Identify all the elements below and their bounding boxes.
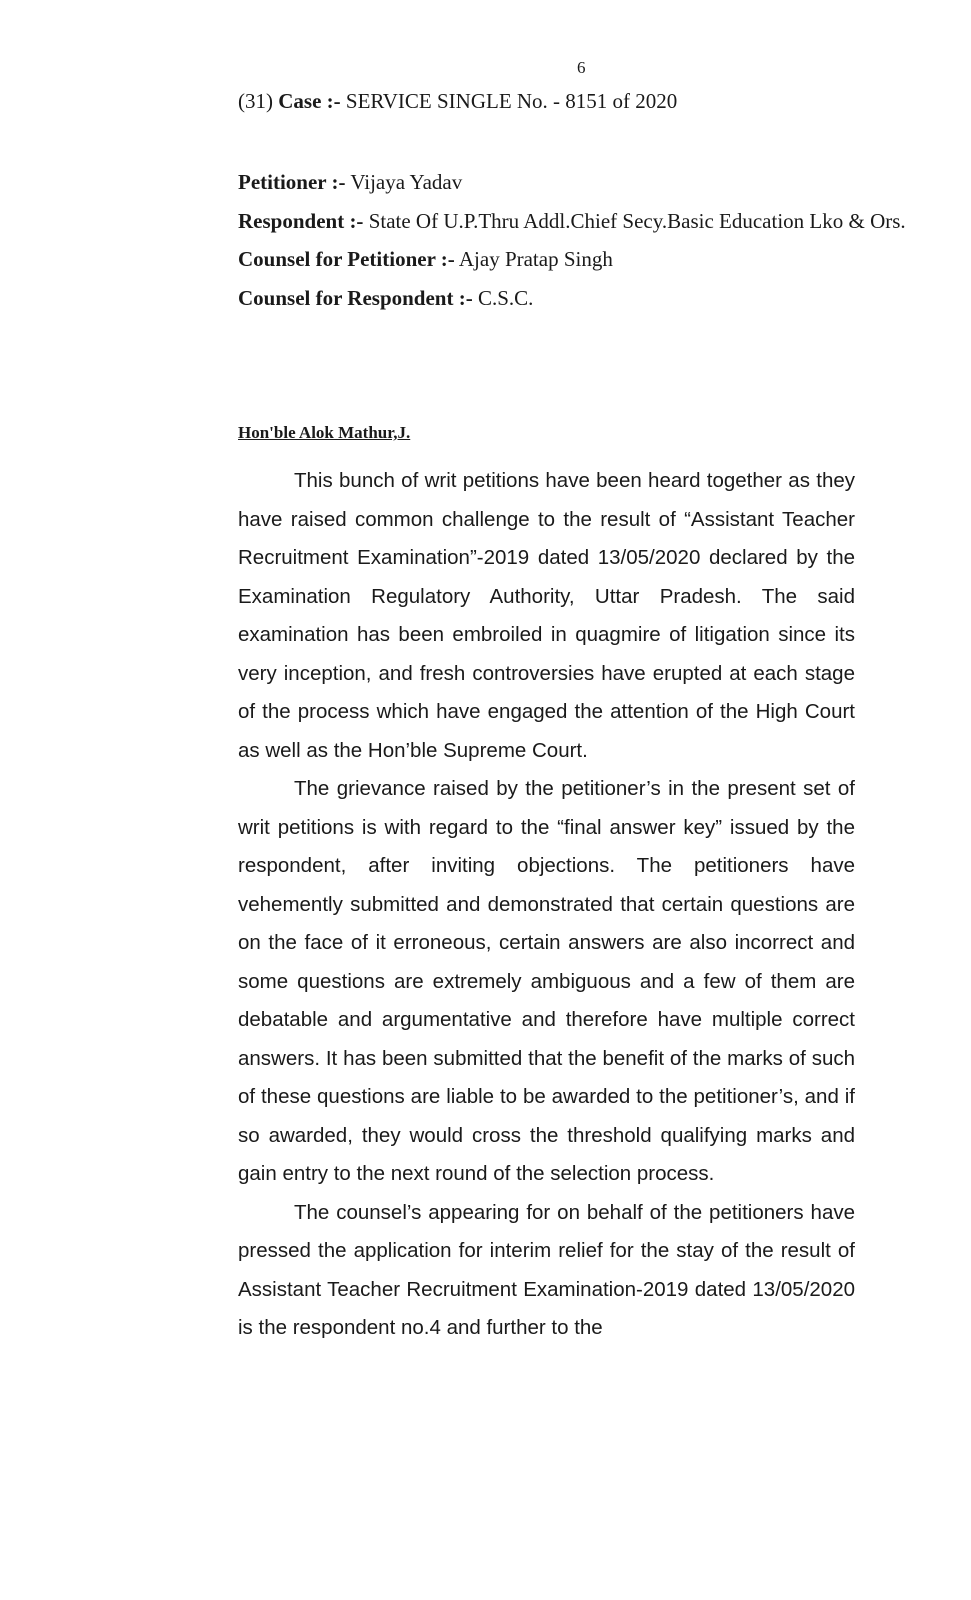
counsel-petitioner-row [238, 240, 908, 279]
judge-name: Hon'ble Alok Mathur,J. [238, 423, 411, 442]
paragraph: This bunch of writ petitions have been heard together as they have raised common challenge to the result of “Assistant Teacher Recruitment Examination”-2019 dated 13/05/2020 declared by the Examination Regulatory Authority, Uttar Pradesh. The said examination has been embroiled in quagmire of litigation since its very inception, and fresh controversies have erupted at each stage of the process which have engaged the attention of the High Court as well as the Hon’ble Supreme Court. [238, 469, 855, 762]
counsel-respondent-label: Counsel for Respondent :- [238, 285, 473, 310]
petitioner-row [238, 163, 908, 202]
case-prefix: (31) [238, 89, 279, 113]
petitioner-label: Petitioner :- [238, 170, 346, 194]
case-number: SERVICE SINGLE No. - 8151 of 2020 [340, 89, 678, 113]
respondent-name: State Of U.P.Thru Addl.Chief Secy.Basic Education Lko & Ors. [363, 208, 906, 233]
case-label: Case :- [278, 89, 341, 113]
case-header [238, 89, 677, 114]
respondent-row [238, 202, 908, 241]
page-number: 6 [577, 58, 586, 77]
counsel-petitioner-name: Ajay Pratap Singh [454, 247, 613, 271]
order-body [238, 462, 855, 1348]
petitioner-name: Vijaya Yadav [345, 170, 463, 194]
counsel-respondent-row [238, 279, 908, 318]
paragraph: The counsel’s appearing for on behalf of the petitioners have pressed the application for interim relief for the stay of the result of Assistant Teacher Recruitment Examination-2019 dated 13/05/2020 is the respondent no.4 and further to the [238, 1200, 855, 1339]
counsel-respondent-name: C.S.C. [472, 285, 534, 310]
parties-block [238, 163, 908, 317]
paragraph: The grievance raised by the petitioner’s in the present set of writ petitions is with regard to the “final answer key” issued by the respondent, after inviting objections. The petitioners have vehemently submitted and demonstrated that certain questions are on the face of it erroneous, certain answers are also incorrect and some questions are extremely ambiguous and a few of them are debatable and argumentative and therefore have multiple correct answers. It has been submitted that the benefit of the marks of such of these questions are liable to be awarded to the petitioner’s, and if so awarded, they would cross the threshold qualifying marks and gain entry to the next round of the selection process. [238, 777, 855, 1185]
respondent-label: Respondent :- [238, 208, 364, 233]
counsel-petitioner-label: Counsel for Petitioner :- [238, 247, 455, 271]
